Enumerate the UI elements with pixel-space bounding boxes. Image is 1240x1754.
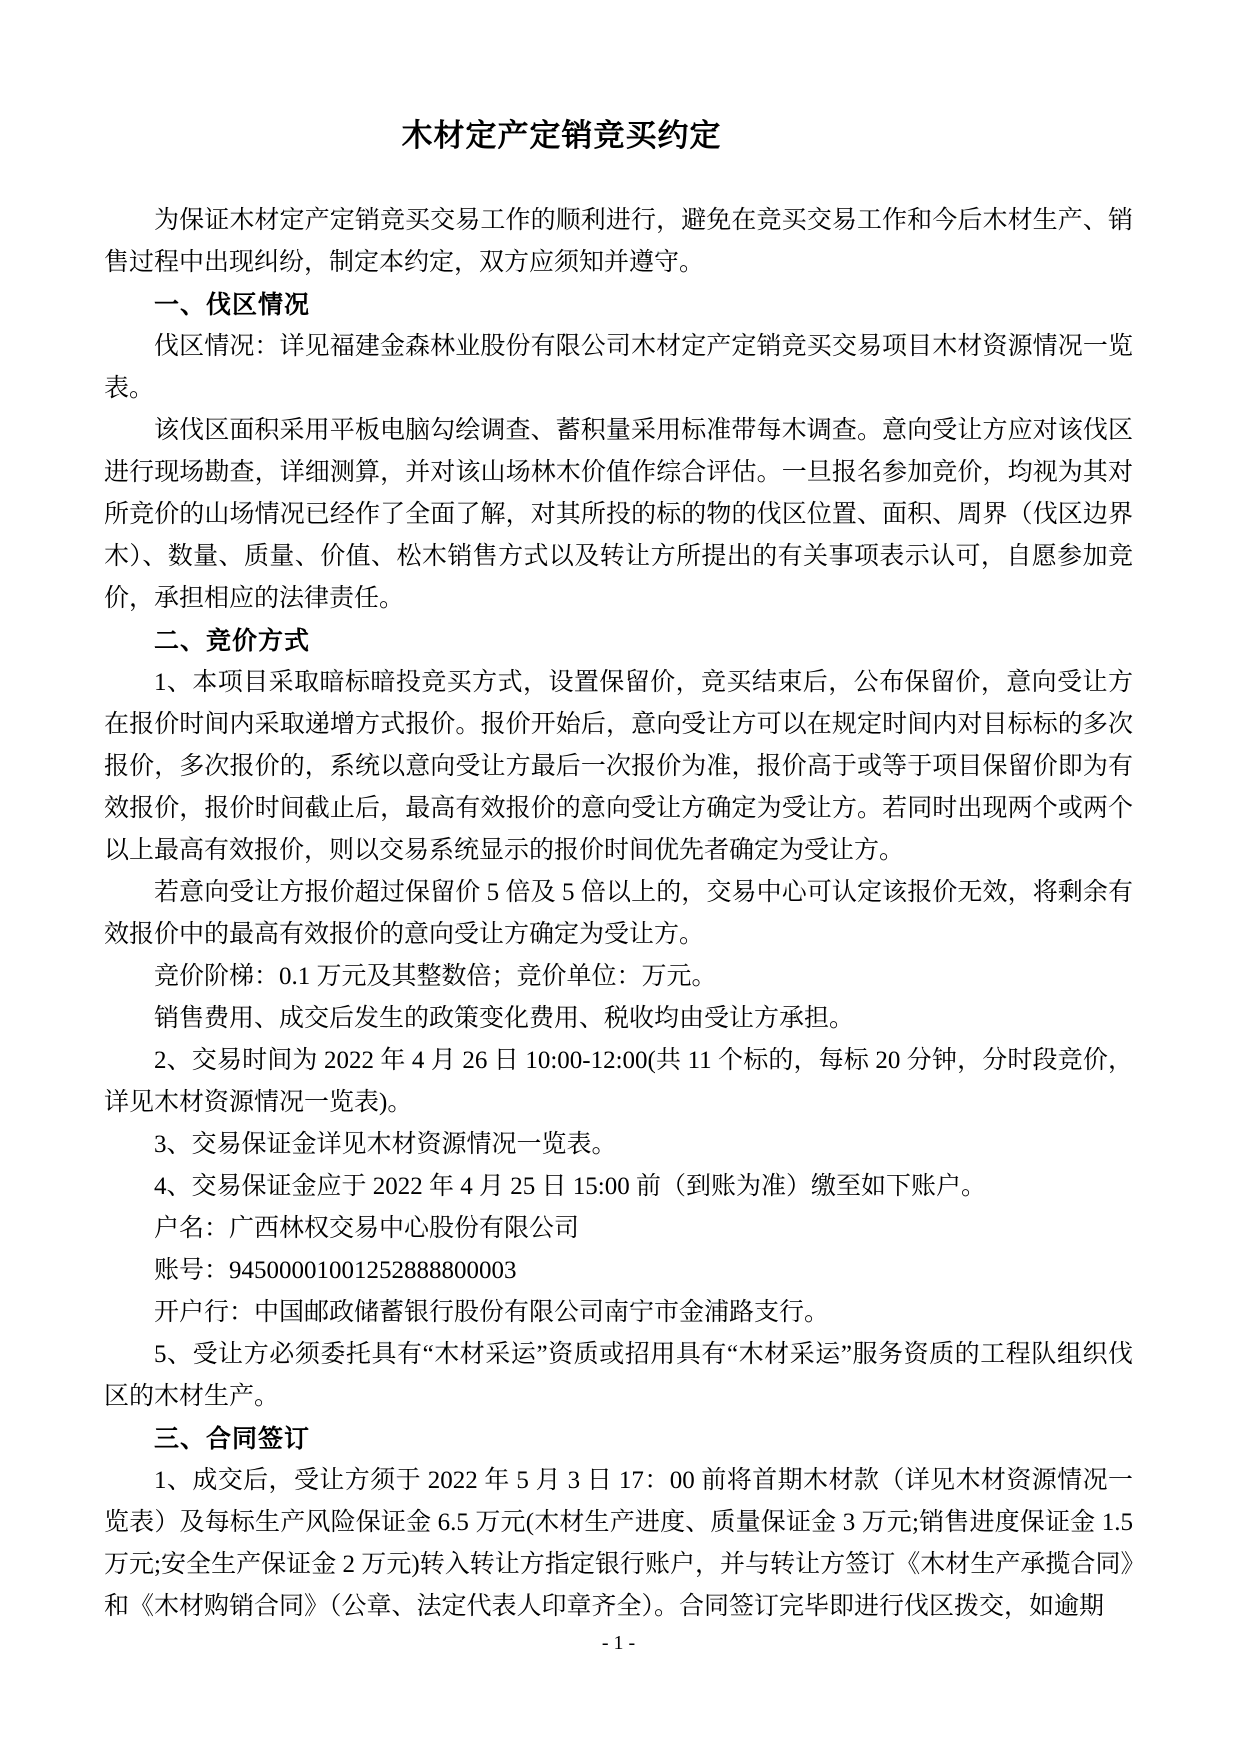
page-number: - 1 - <box>601 1632 636 1654</box>
bidding-method-paragraph: 1、本项目采取暗标暗投竞买方式，设置保留价，竞买结束后，公布保留价，意向受让方在报价时间内采取递增方式报价。报价开始后，意向受让方可以在规定时间内对目标标的多次报价，多次报价的，系统以意向受让方最后一次报价为准，报价高于或等于项目保留价即为有效报价，报价时间截止后，最高有效报价的意向受让方确定为受让方。若同时出现两个或两个以上最高有效报价，则以交易系统显示的报价时间优先者确定为受让方。 <box>104 669 1133 864</box>
account-name-line: 户名：广西林权交易中心股份有限公司 <box>154 1215 580 1242</box>
overbid-invalid-paragraph: 若意向受让方报价超过保留价 5 倍及 5 倍以上的，交易中心可认定该报价无效，将剩余有效报价中的最高有效报价的意向受让方确定为受让方。 <box>104 879 1133 948</box>
deposit-deadline-paragraph: 4、交易保证金应于 2022 年 4 月 25 日 15:00 前（到账为准）缴至如下账户。 <box>154 1173 986 1200</box>
document-title: 木材定产定销竞买约定 <box>401 118 722 153</box>
contract-signing-paragraph: 1、成交后，受让方须于 2022 年 5 月 3 日 17：00 前将首期木材款（详见木材资源情况一览表）及每标生产风险保证金 6.5 万元(木材生产进度、质量保证金 3 万元;销售进度保证金 1.5 万元;安全生产保证金 2 万元)转入转让方指定银行账户，并与转让方签订《木材生产承揽合同》和《木材购销合同》（公章、法定代表人印章齐全）。合同签订完毕即进行伐区拨交，如逾期 <box>104 1467 1133 1620</box>
bank-branch-line: 开户行：中国邮政储蓄银行股份有限公司南宁市金浦路支行。 <box>154 1299 830 1326</box>
section-1-heading-felling-area: 一、伐区情况 <box>154 291 311 319</box>
section-2-heading-bidding-method: 二、竞价方式 <box>154 627 311 655</box>
section-3-heading-contract-signing: 三、合同签订 <box>154 1425 311 1453</box>
intro-paragraph: 为保证木材定产定销竞买交易工作的顺利进行，避免在竞买交易工作和今后木材生产、销售过程中出现纠纷，制定本约定，双方应须知并遵守。 <box>104 207 1133 276</box>
felling-area-survey-paragraph: 该伐区面积采用平板电脑勾绘调查、蓄积量采用标准带每木调查。意向受让方应对该伐区进行现场勘查，详细测算，并对该山场林木价值作综合评估。一旦报名参加竞价，均视为其对所竞价的山场情况已经作了全面了解，对其所投的标的物的伐区位置、面积、周界（伐区边界木）、数量、质量、价值、松木销售方式以及转让方所提出的有关事项表示认可，自愿参加竞价，承担相应的法律责任。 <box>104 417 1133 612</box>
felling-area-summary-paragraph: 伐区情况：详见福建金森林业股份有限公司木材定产定销竞买交易项目木材资源情况一览表。 <box>104 333 1133 402</box>
fees-paragraph: 销售费用、成交后发生的政策变化费用、税收均由受让方承担。 <box>154 1005 855 1032</box>
trade-time-paragraph: 2、交易时间为 2022 年 4 月 26 日 10:00-12:00(共 11 个标的，每标 20 分钟，分时段竞价，详见木材资源情况一览表)。 <box>104 1047 1133 1116</box>
deposit-reference-paragraph: 3、交易保证金详见木材资源情况一览表。 <box>154 1131 617 1158</box>
account-number-line: 账号：94500001001252888800003 <box>154 1257 517 1284</box>
logging-qualification-paragraph: 5、受让方必须委托具有“木材采运”资质或招用具有“木材采运”服务资质的工程队组织伐区的木材生产。 <box>104 1341 1133 1410</box>
bid-increment-paragraph: 竞价阶梯：0.1 万元及其整数倍；竞价单位：万元。 <box>154 963 717 990</box>
